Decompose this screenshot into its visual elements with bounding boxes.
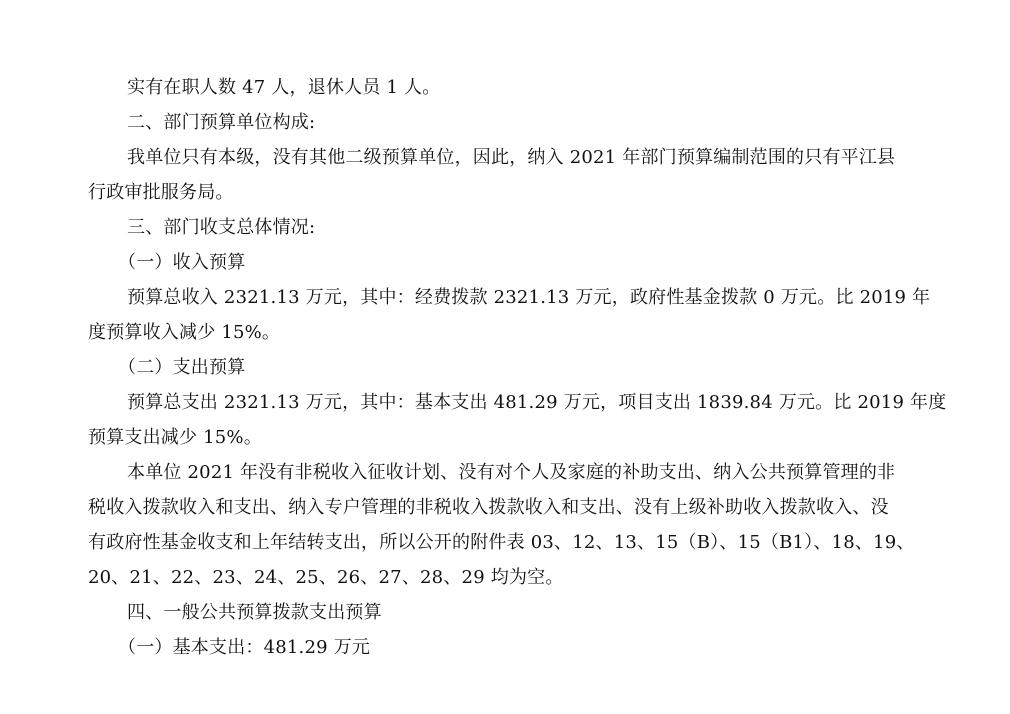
subheading-expenditure-budget: （二）支出预算 — [118, 357, 246, 378]
paragraph-expenditure-line-2: 预算支出减少 15%。 — [88, 427, 262, 448]
heading-budget-unit-composition: 二、部门预算单位构成: — [127, 112, 316, 133]
paragraph-unit-scope-line-2: 行政审批服务局。 — [88, 182, 234, 203]
paragraph-empty-tables-line-1: 本单位 2021 年没有非税收入征收计划、没有对个人及家庭的补助支出、纳入公共预算管理的非 — [127, 462, 896, 483]
paragraph-unit-scope-line-1: 我单位只有本级，没有其他二级预算单位，因此，纳入 2021 年部门预算编制范围的只有平江县 — [127, 147, 896, 168]
paragraph-empty-tables-line-4: 20、21、22、23、24、25、26、27、28、29 均为空。 — [88, 567, 564, 588]
paragraph-empty-tables-line-3: 有政府性基金收支和上年结转支出，所以公开的附件表 03、12、13、15（B）、15（B1）、18、19、 — [88, 532, 915, 553]
subheading-basic-expenditure: （一）基本支出：481.29 万元 — [118, 637, 371, 658]
subheading-revenue-budget: （一）收入预算 — [118, 252, 246, 273]
paragraph-staff-count: 实有在职人数 47 人，退休人员 1 人。 — [127, 77, 441, 98]
heading-revenue-expenditure-overview: 三、部门收支总体情况: — [127, 217, 316, 238]
paragraph-revenue-line-1: 预算总收入 2321.13 万元，其中：经费拨款 2321.13 万元，政府性基金拨款 0 万元。比 2019 年 — [127, 287, 931, 308]
paragraph-empty-tables-line-2: 税收入拨款收入和支出、纳入专户管理的非税收入拨款收入和支出、没有上级补助收入拨款收入、没 — [88, 497, 889, 518]
heading-general-public-budget: 四、一般公共预算拨款支出预算 — [127, 602, 382, 623]
paragraph-expenditure-line-1: 预算总支出 2321.13 万元，其中：基本支出 481.29 万元，项目支出 1839.84 万元。比 2019 年度 — [127, 392, 947, 413]
paragraph-revenue-line-2: 度预算收入减少 15%。 — [88, 322, 281, 343]
